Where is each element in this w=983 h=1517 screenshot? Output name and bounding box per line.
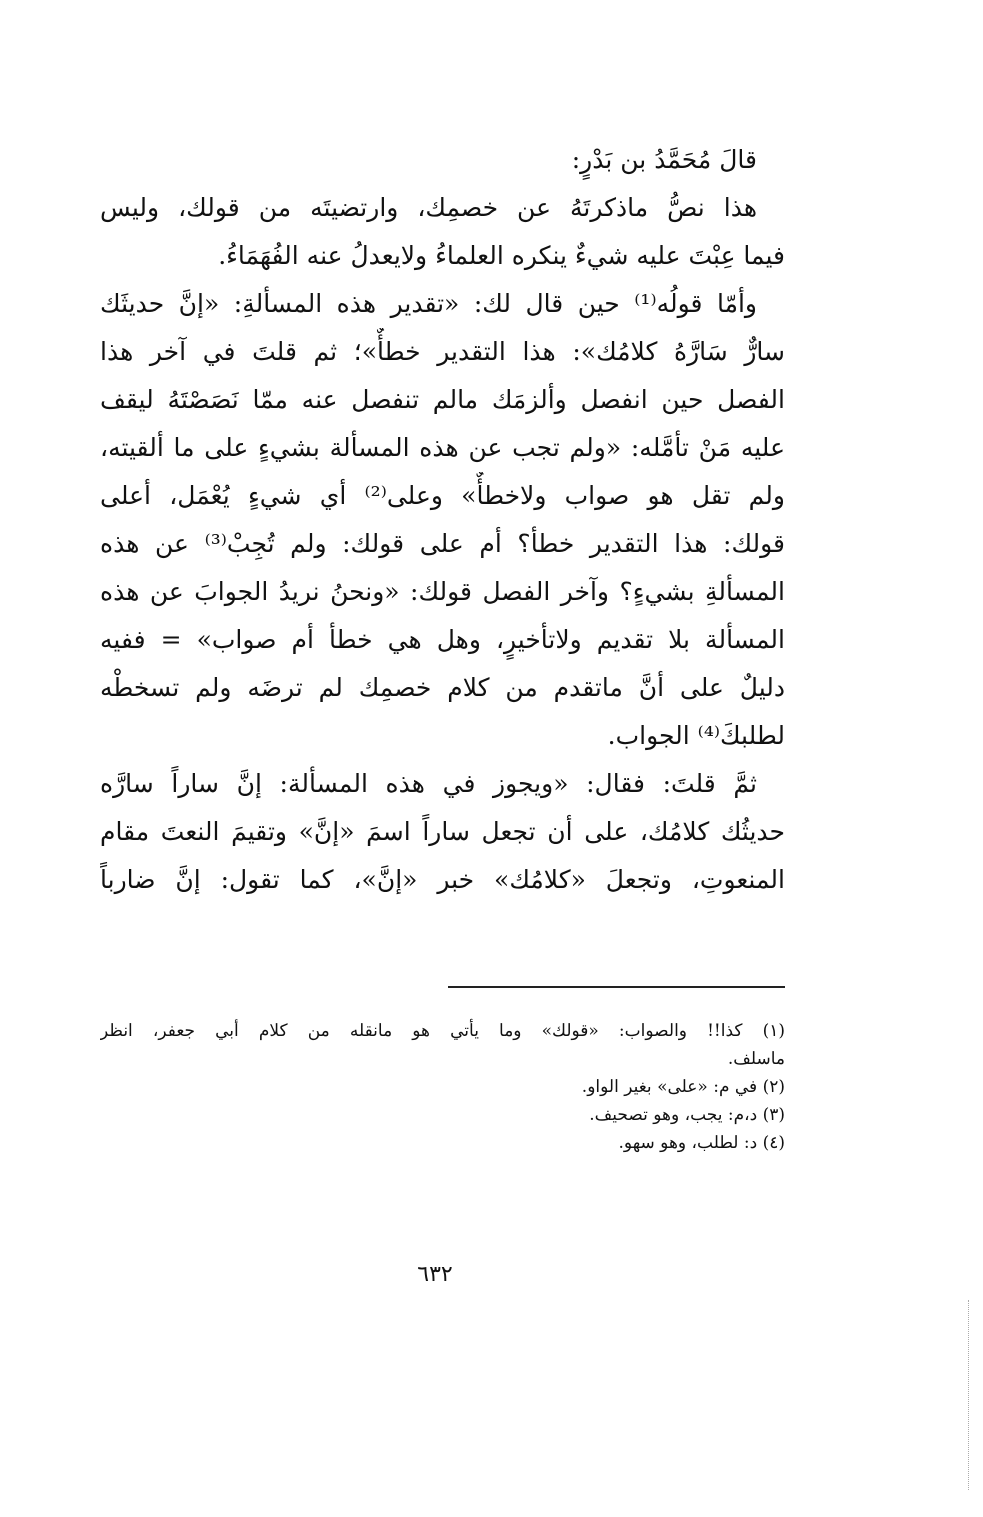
text-line: المسألةِ بشيءٍ؟ وآخر الفصل قولك: «ونحنُ نريدُ الجوابَ عن هذه [100, 577, 785, 606]
scan-edge-mark [968, 1300, 969, 1490]
text-line: وأمّا قولُه⁽¹⁾ حين قال لك: «تقدير هذه المسألةِ: «إنَّ حديثَك [100, 289, 758, 318]
main-text [100, 136, 785, 904]
text-line: ثمَّ قلتَ: فقال: «ويجوز في هذه المسألة: إنَّ ساراً سارَّه [100, 769, 757, 798]
text-line: الفصل حين انفصل وألزمَك مالم تنفصل عنه ممّا نَصَصْتَهُ ليقف [100, 385, 785, 414]
text-line: حديثُك كلامُك، على أن تجعل ساراً اسمَ «إنَّ» وتقيمَ النعتَ مقام [100, 817, 785, 846]
text-line: لطلبكَ⁽⁴⁾ الجواب. [607, 721, 785, 750]
footnote-line: ماسلف. [727, 1049, 785, 1069]
footnote-separator [448, 986, 785, 988]
text-line: عليه مَنْ تأمَّله: «ولم تجب عن هذه المسألة بشيءٍ على ما ألقيته، [100, 433, 785, 462]
text-line: ولم تقل هو صواب ولاخطأٌ» وعلى⁽²⁾ أي شيءٍ يُعْمَل، أعلى [100, 481, 785, 510]
text-line: فيما عِبْتَ عليه شيءٌ ينكره العلماءُ ولايعدلُ عنه الفُهَمَاءُ. [218, 241, 785, 270]
text-line: قولك: هذا التقدير خطأ؟ أم على قولك: ولم تُجِبْ⁽³⁾ عن هذه [100, 529, 785, 558]
text-line: هذا نصُّ ماذكرتَهُ عن خصمِك، وارتضيتَه من قولك، وليس [100, 193, 757, 222]
footnotes [100, 1017, 785, 1157]
text-line: دليلٌ على أنَّ ماتقدم من كلام خصمِك لم ترضَه ولم تسخطْه [100, 673, 785, 702]
footnote-line: (٤) د: لطلب، وهو سهو. [618, 1133, 785, 1153]
text-line: المسألة بلا تقديم ولاتأخيرٍ، وهل هي خطأ أم صواب» = ففيه [100, 625, 785, 654]
text-line: قالَ مُحَمَّدُ بن بَدْرٍ: [571, 145, 757, 174]
footnote-line: (٢) في م: «على» بغير الواو. [581, 1077, 785, 1097]
text-line: المنعوتِ، وتجعلَ «كلامُك» خبر «إنَّ»، كما تقول: إنَّ ضارباً [100, 865, 785, 894]
text-line: سارٌّ سَارَّهُ كلامُك»: هذا التقدير خطأٌ»؛ ثم قلتَ في آخر هذا [100, 337, 785, 366]
page-number: ٦٣٢ [417, 1262, 453, 1287]
footnote-line: (٣) د،م: يجب، وهو تصحيف. [589, 1105, 785, 1125]
footnote-line: (١) كذا!! والصواب: «قولك» وما يأتي هو مانقله من كلام أبي جعفر، انظر [100, 1021, 785, 1041]
